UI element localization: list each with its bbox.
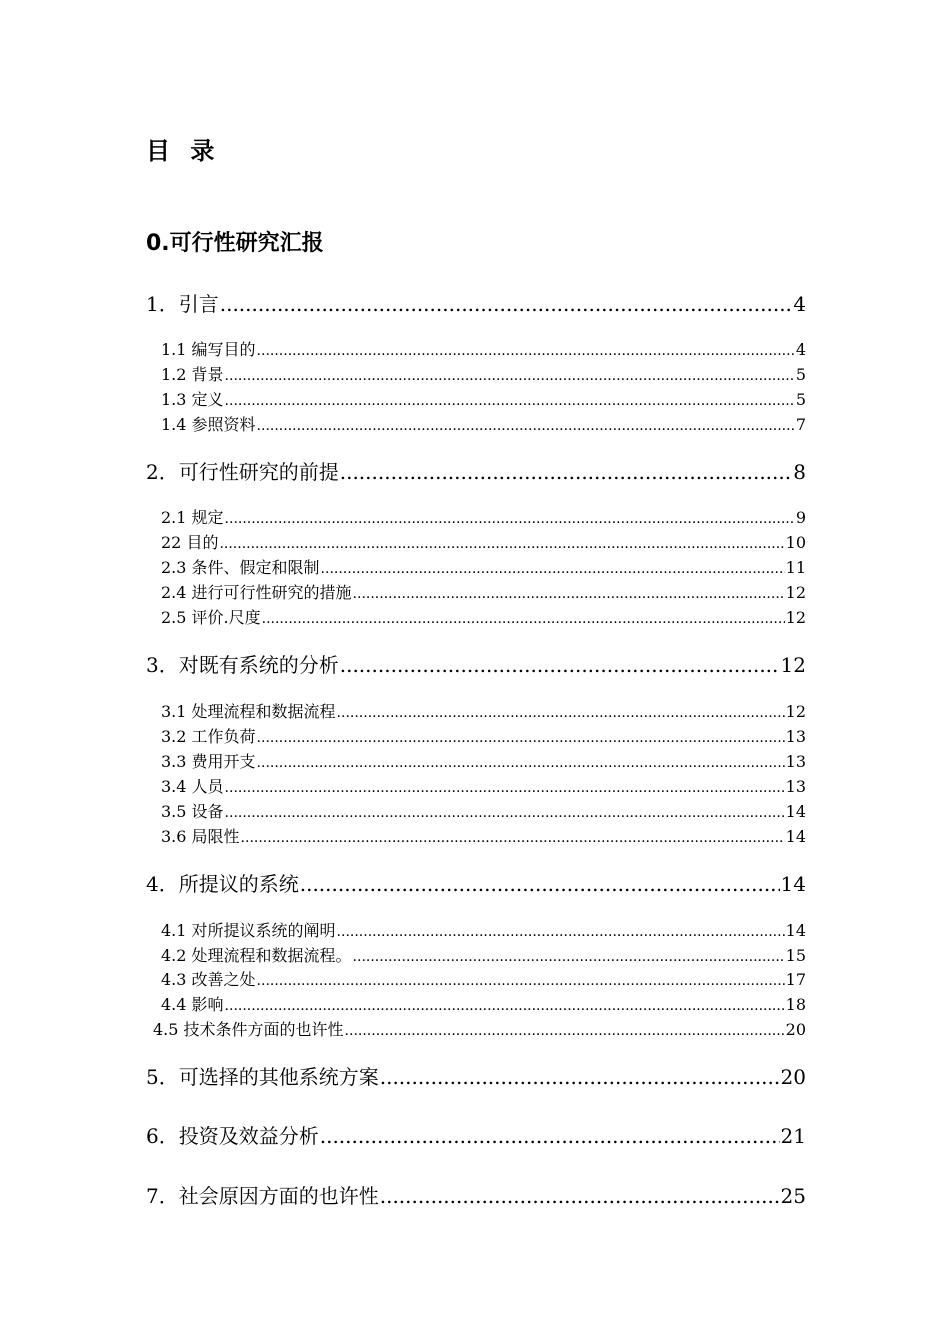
toc-leader-dots — [225, 507, 795, 530]
toc-page-number: 7 — [795, 415, 806, 434]
toc-page-number: 9 — [795, 508, 806, 527]
toc-leader-dots — [300, 869, 780, 899]
toc-leader-dots — [340, 650, 780, 680]
toc-item-label: 2.3 条件、假定和限制 — [161, 558, 320, 577]
toc-section-1[interactable] — [146, 289, 806, 319]
toc-page-number: 4 — [793, 292, 806, 316]
toc-section-2[interactable] — [146, 457, 806, 487]
toc-leader-dots — [220, 289, 793, 319]
toc-item-label: 3.5 设备 — [161, 802, 224, 821]
toc-page-number: 14 — [785, 921, 806, 940]
toc-item-3-1[interactable] — [161, 700, 806, 724]
toc-page-number: 17 — [785, 970, 806, 989]
toc-item-label: 4.5 技术条件方面的也许性 — [153, 1020, 344, 1039]
toc-item-label: 3.4 人员 — [161, 777, 224, 796]
toc-leader-dots — [337, 920, 785, 943]
toc-item-label: 1.2 背景 — [161, 365, 224, 384]
toc-item-3-4[interactable] — [161, 775, 806, 799]
toc-item-label: 4.3 改善之处 — [161, 970, 256, 989]
toc-item-3-2[interactable] — [161, 725, 806, 749]
toc-item-2-2[interactable] — [161, 531, 806, 555]
toc-item-label: 3.6 局限性 — [161, 827, 240, 846]
toc-page-number: 12 — [785, 583, 806, 602]
toc-page-number: 15 — [785, 946, 806, 965]
toc-section-7[interactable] — [146, 1181, 806, 1211]
toc-page-number: 14 — [780, 872, 806, 896]
toc-leader-dots — [337, 701, 785, 724]
toc-leader-dots — [225, 364, 795, 387]
toc-page-number: 12 — [785, 608, 806, 627]
toc-page-number: 4 — [795, 340, 806, 359]
toc-item-4-1[interactable] — [161, 919, 806, 943]
toc-section-label: 2．可行性研究的前提 — [146, 460, 339, 484]
toc-leader-dots — [353, 582, 785, 605]
toc-page-number: 25 — [780, 1184, 806, 1208]
toc-page-number: 18 — [785, 995, 806, 1014]
toc-section-label: 7．社会原因方面的也许性 — [146, 1184, 379, 1208]
toc-section-3[interactable] — [146, 650, 806, 680]
toc-page-number: 13 — [785, 727, 806, 746]
toc-leader-dots — [225, 801, 785, 824]
toc-leader-dots — [340, 457, 793, 487]
toc-item-3-5[interactable] — [161, 800, 806, 824]
toc-item-label: 2.5 评价.尺度 — [161, 608, 261, 627]
toc-item-1-2[interactable] — [161, 363, 806, 387]
toc-page-number: 8 — [793, 460, 806, 484]
toc-item-label: 4.4 影响 — [161, 995, 224, 1014]
toc-page-number: 12 — [785, 702, 806, 721]
toc-item-label: 2.1 规定 — [161, 508, 224, 527]
toc-leader-dots — [353, 945, 785, 968]
toc-item-1-3[interactable] — [161, 388, 806, 412]
toc-leader-dots — [219, 532, 784, 555]
toc-page-number: 11 — [785, 558, 806, 577]
toc-section-4[interactable] — [146, 869, 806, 899]
toc-item-label: 22 目的 — [161, 533, 219, 552]
toc-item-2-4[interactable] — [161, 581, 806, 605]
toc-leader-dots — [262, 607, 785, 630]
toc-page-number: 14 — [785, 827, 806, 846]
toc-leader-dots — [321, 557, 785, 580]
toc-page-number: 5 — [795, 365, 806, 384]
toc-section-6[interactable] — [146, 1121, 806, 1151]
toc-page-number: 13 — [785, 752, 806, 771]
toc-item-label: 1.4 参照资料 — [161, 415, 256, 434]
toc-item-3-6[interactable] — [161, 825, 806, 849]
toc-page-number: 12 — [780, 653, 806, 677]
toc-heading: 目 录 — [146, 137, 221, 165]
toc-item-label: 3.3 费用开支 — [161, 752, 256, 771]
toc-section-5[interactable] — [146, 1062, 806, 1092]
toc-page-number: 14 — [785, 802, 806, 821]
report-title: 0.可行性研究汇报 — [146, 231, 324, 256]
toc-leader-dots — [345, 1019, 785, 1042]
toc-item-2-3[interactable] — [161, 556, 806, 580]
toc-item-1-1[interactable] — [161, 338, 806, 362]
toc-item-4-4[interactable] — [161, 993, 806, 1017]
toc-leader-dots — [241, 826, 785, 849]
toc-leader-dots — [225, 994, 785, 1017]
toc-section-label: 4．所提议的系统 — [146, 872, 299, 896]
toc-page-number: 20 — [780, 1065, 806, 1089]
toc-page-number: 13 — [785, 777, 806, 796]
toc-section-label: 5．可选择的其他系统方案 — [146, 1065, 379, 1089]
toc-leader-dots — [225, 389, 795, 412]
toc-item-4-5[interactable] — [153, 1018, 806, 1042]
toc-leader-dots — [257, 726, 785, 749]
toc-section-label: 3．对既有系统的分析 — [146, 653, 339, 677]
toc-item-2-5[interactable] — [161, 606, 806, 630]
toc-section-label: 6．投资及效益分析 — [146, 1124, 319, 1148]
toc-page-number: 21 — [780, 1124, 806, 1148]
toc-leader-dots — [257, 339, 795, 362]
toc-item-label: 1.3 定义 — [161, 390, 224, 409]
toc-page-number: 10 — [785, 533, 806, 552]
toc-item-label: 4.2 处理流程和数据流程。 — [161, 946, 352, 965]
toc-leader-dots — [257, 414, 795, 437]
toc-leader-dots — [380, 1062, 780, 1092]
toc-item-label: 2.4 进行可行性研究的措施 — [161, 583, 352, 602]
toc-section-label: 1．引言 — [146, 292, 219, 316]
toc-leader-dots — [225, 776, 785, 799]
toc-item-label: 3.2 工作负荷 — [161, 727, 256, 746]
toc-item-4-2[interactable] — [161, 944, 806, 968]
toc-page-number: 5 — [795, 390, 806, 409]
toc-leader-dots — [320, 1121, 780, 1151]
toc-item-label: 4.1 对所提议系统的阐明 — [161, 921, 336, 940]
toc-item-2-1[interactable] — [161, 506, 806, 530]
toc-page-number: 20 — [785, 1020, 806, 1039]
toc-item-3-3[interactable] — [161, 750, 806, 774]
toc-item-label: 1.1 编写目的 — [161, 340, 256, 359]
toc-leader-dots — [380, 1181, 780, 1211]
toc-item-4-3[interactable] — [161, 968, 806, 992]
toc-item-label: 3.1 处理流程和数据流程 — [161, 702, 336, 721]
toc-leader-dots — [257, 751, 785, 774]
toc-item-1-4[interactable] — [161, 413, 806, 437]
toc-leader-dots — [257, 969, 785, 992]
